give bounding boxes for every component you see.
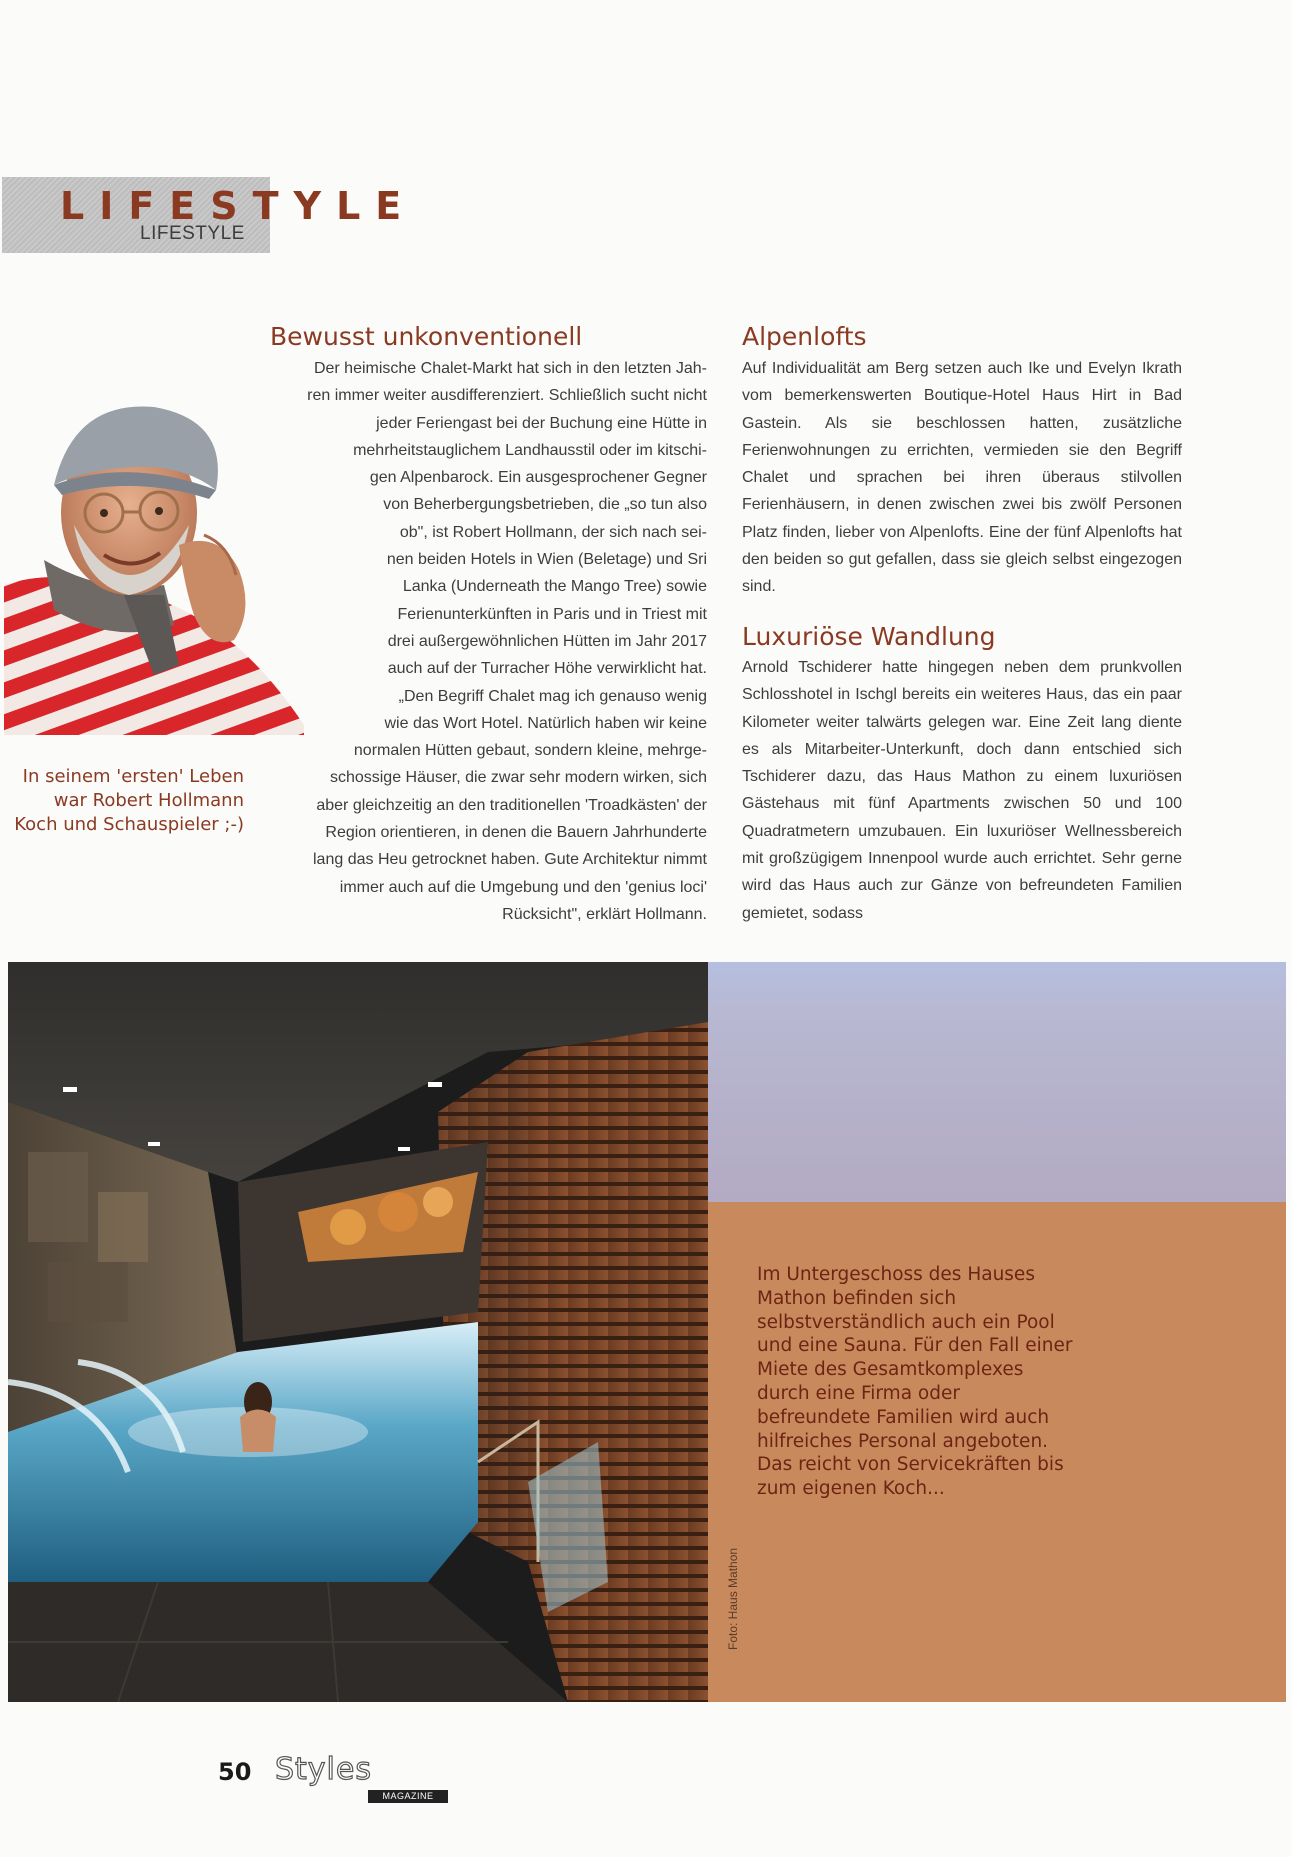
article1-line: Der heimische Chalet-Markt hat sich in den letzten Jah- [313,360,707,377]
article1-line: Ferienunterkünften in Paris und in Triest mit [397,605,707,623]
article1-paragraph [270,355,707,928]
pool-photo [8,962,708,1702]
article1-line: „Den Begriff Chalet mag ich genauso wenig [398,687,707,705]
article1-line: Region orientieren, in denen die Bauern Jahrhunderte [325,824,707,842]
article1-heading: Bewusst unkonventionell [270,322,583,351]
article1-line: schossige Häuser, die zwar sehr modern wirken, sich [329,769,707,787]
section-title: LIFESTYLE [60,184,417,228]
article3-paragraph: Arnold Tschiderer hatte hingegen neben dem prunkvollen Schlosshotel in Ischgl bereits ein weiteres Haus, das ein paar Kilometer weiter talwärts gelegen war. Eine Zeit lang diente es als Mitarbeiter-Unterkunft, doch dann entschied sich Tschiderer dazu, das Haus Mathon zu einem luxuriösen Gästehaus mit fünf Apartments zwischen 50 und 100 Quadratmetern umzubauen. Ein luxuriöser Wellnessbereich mit großzügigem Innenpool wurde auch errichtet. Sehr gerne wird das Haus auch zur Gänze von befreundeten Familien gemietet, sodass [742,659,1182,922]
article1-line: drei außergewöhnlichen Hütten im Jahr 2017 [387,632,707,650]
article1-line: aber gleichzeitig an den traditionellen 'Troadkästen' der [316,796,707,814]
article1-line: mehrheitstauglichem Landhausstil oder im kitschi- [353,441,707,459]
article2-paragraph: Auf Individualität am Berg setzen auch Ike und Evelyn Ikrath vom bemerkenswerten Boutique-Hotel Haus Hirt in Bad Gastein. Als sie beschlossen hatten, zusätzliche Ferienwohnungen zu errichten, vermieden sie den Begriff Chalet und sprachen bei ihren überaus stilvollen Ferienhäusern, in denen zwischen zwei bis zwölf Personen Platz finden, lieber von Alpenlofts. Eine der fünf Alpenlofts hat den beiden so gut gefallen, dass sie gleich selbst eingezogen sind. [742,360,1182,596]
magazine-logo: Styles [275,1752,372,1787]
magazine-logo-sub: MAGAZINE [368,1790,448,1803]
article1-line: gen Alpenbarock. Ein ausgesprochener Gegner [369,469,707,487]
article1-line: jeder Feriengast bei der Buchung eine Hütte in [376,414,707,432]
article1-line: nen beiden Hotels in Wien (Beletage) und Sri [386,551,707,569]
article1-line: ren immer weiter ausdifferenziert. Schließlich sucht nicht [307,387,707,405]
article2-heading: Alpenlofts [742,322,867,351]
article1-line: Lanka (Underneath the Mango Tree) sowie [402,578,707,596]
article1-line: auch auf der Turracher Höhe verwirklicht hat. [387,660,707,678]
article1-body [270,355,707,928]
article1-line: Rücksicht", erklärt Hollmann. [502,905,707,923]
panel-top-sky [708,962,1286,1202]
portrait-caption: In seinem 'ersten' Leben war Robert Hollmann Koch und Schauspieler ;-) [14,766,244,835]
portrait-photo [4,395,304,735]
article1-line: ob", ist Robert Hollmann, der sich nach sei- [399,523,707,541]
article1-line: wie das Wort Hotel. Natürlich haben wir keine [384,714,707,732]
article1-line: immer auch auf die Umgebung und den 'genius loci' [339,878,707,896]
photo-credit: Foto: Haus Mathon [726,1547,740,1650]
article1-line: normalen Hütten gebaut, sondern kleine, mehrge- [353,742,707,760]
article1-line: lang das Heu getrocknet haben. Gute Architektur nimmt [313,851,707,869]
page-number: 50 [218,1758,252,1786]
article1-line: von Beherbergungsbetrieben, die „so tun also [383,496,707,514]
article3-heading: Luxuriöse Wandlung [742,622,996,651]
article3-body [742,654,1182,927]
section-subtitle: LIFESTYLE [140,223,245,244]
image-caption: Im Untergeschoss des Hauses Mathon befinden sich selbstverständlich auch ein Pool und eine Sauna. Für den Fall einer Miete des Gesamtkomplexes durch eine Firma oder befreundete Familien wird auch hilfreiches Personal angeboten. Das reicht von Servicekräften bis zum eigenen Koch... [757,1264,1073,1500]
article2-body [742,355,1182,601]
